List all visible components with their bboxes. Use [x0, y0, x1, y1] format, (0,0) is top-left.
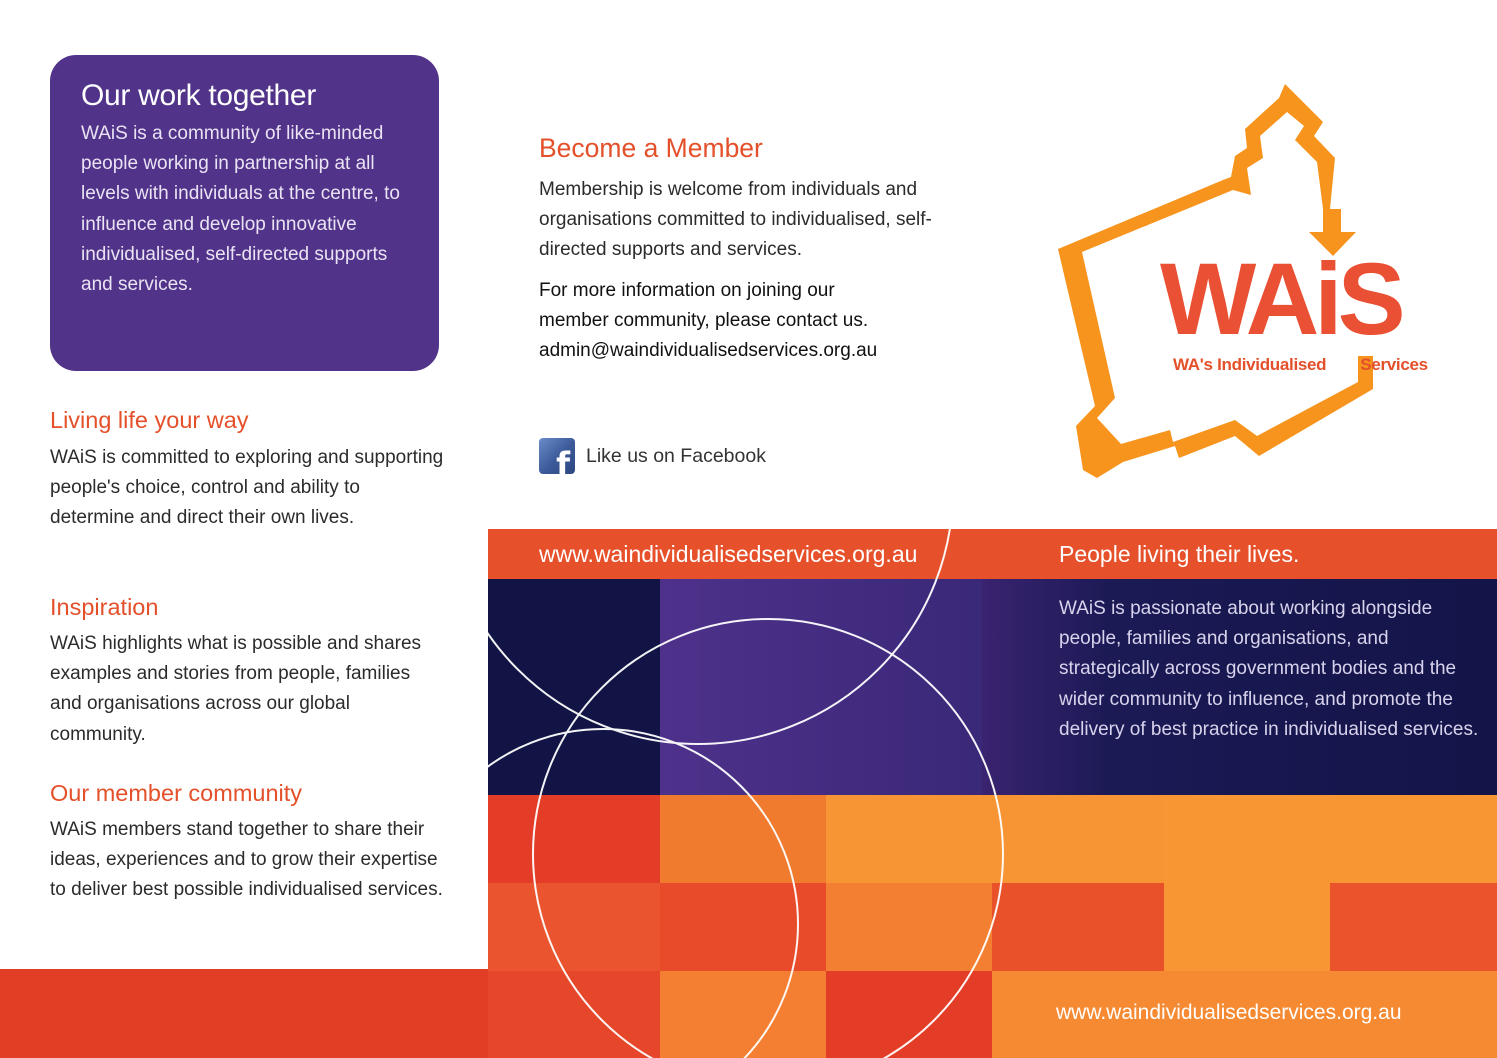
section-living-life [50, 407, 445, 534]
facebook-label[interactable]: Like us on Facebook [586, 444, 766, 467]
section-heading: Living life your way [50, 407, 249, 433]
section-body: WAiS members stand together to share their ideas, experiences and to grow their expertise to deliver best possible individualised services. [50, 819, 443, 901]
become-body: Membership is welcome from individuals and organisations committed to individualised, self-directed supports and services. [539, 179, 932, 261]
contact-email-link[interactable]: admin@waindividualisedservices.org.au [539, 340, 878, 362]
intro-box [50, 55, 439, 371]
bottom-band-arc [0, 969, 488, 1058]
section-heading: Our member community [50, 780, 303, 806]
section-inspiration [50, 594, 445, 750]
contact-info [539, 276, 959, 367]
logo-tagline-right: Services [1360, 355, 1428, 374]
facebook-icon[interactable]: f [539, 438, 575, 474]
facebook-link[interactable] [539, 438, 766, 474]
logo-wordmark: WAiS [1160, 242, 1401, 356]
logo-tagline [1173, 355, 1428, 375]
contact-line-1: For more information on joining our [539, 279, 835, 301]
intro-body: WAiS is a community of like-minded people working in partnership at all levels with individuals at the centre, to influence and develop innovative individualised, self-directed supports and services. [81, 123, 400, 296]
become-heading: Become a Member [539, 133, 763, 163]
section-body: WAiS is committed to exploring and supporting people's choice, control and ability to determine and direct their own lives. [50, 447, 444, 529]
people-text: WAiS is passionate about working alongside people, families and organisations, and strategically across government bodies and the wider community to influence, and promote the delivery of best practice in individualised services. [1059, 598, 1479, 740]
become-member [539, 133, 959, 366]
band-tagline: People living their lives. [1059, 541, 1300, 567]
section-member-community [50, 780, 445, 906]
logo-tagline-left: WA's Individualised [1173, 355, 1327, 374]
section-heading: Inspiration [50, 594, 159, 620]
contact-line-2: member community, please contact us. [539, 309, 869, 331]
bottom-band [0, 969, 488, 1058]
footer-website-link[interactable]: www.waindividualisedservices.org.au [1056, 1001, 1402, 1024]
intro-title: Our work together [81, 79, 317, 112]
section-body: WAiS highlights what is possible and shares examples and stories from people, families and organisations across our global community. [50, 633, 422, 745]
website-link[interactable]: www.waindividualisedservices.org.au [539, 541, 918, 567]
